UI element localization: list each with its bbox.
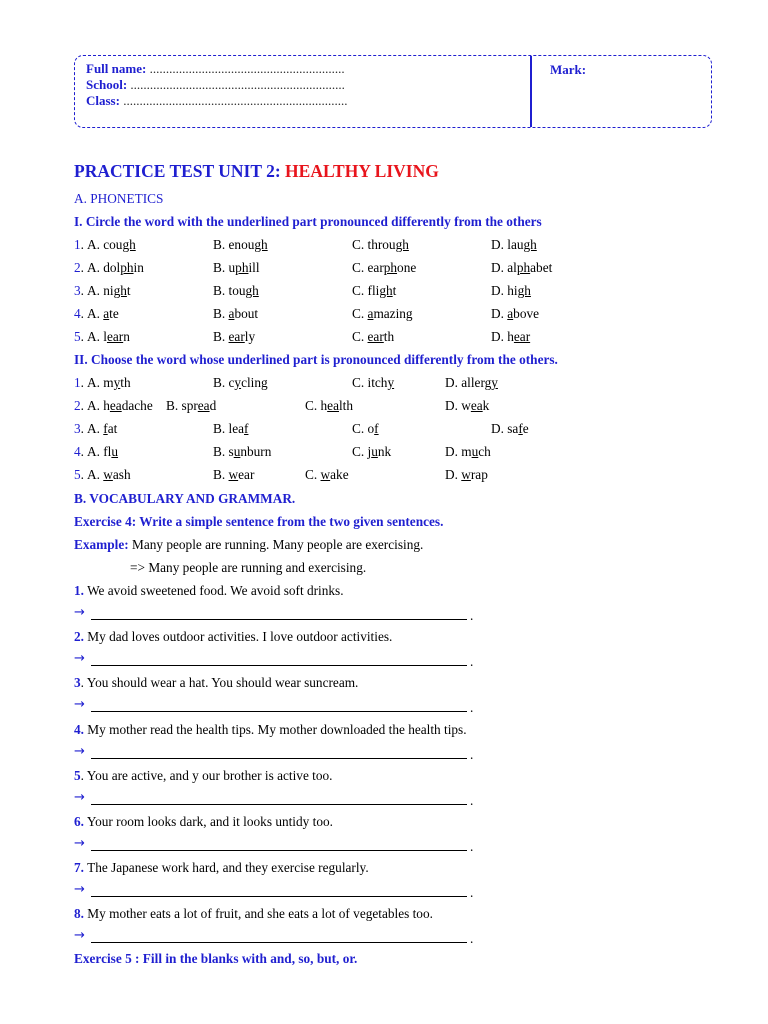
question-number: 3.: [74, 283, 84, 298]
question-row: [74, 375, 694, 393]
item-number: 3: [74, 675, 81, 691]
answer-option[interactable]: A. wash: [87, 467, 131, 482]
item-number: 8.: [74, 906, 84, 922]
school-dots: ..................................................................: [127, 77, 345, 92]
exercise-item: [74, 814, 333, 830]
answer-option[interactable]: A. ate: [87, 306, 119, 321]
underlined-part: u: [111, 444, 119, 459]
exercise-item: [74, 768, 333, 784]
question-number: 4.: [74, 306, 84, 321]
student-info-box: [74, 55, 712, 128]
answer-option[interactable]: B. sunburn: [213, 444, 272, 459]
underlined-part: ph: [235, 260, 249, 275]
underlined-part: gh: [517, 283, 531, 298]
answer-option[interactable]: A. flu: [87, 444, 119, 459]
question-number: 5.: [74, 467, 84, 482]
answer-option[interactable]: C. earphone: [352, 260, 417, 275]
underlined-part: ear: [228, 329, 245, 344]
answer-option[interactable]: B. uphill: [213, 260, 260, 275]
answer-line: [74, 929, 494, 945]
answer-blank[interactable]: [91, 758, 467, 759]
underlined-part: ear: [367, 329, 384, 344]
full-name-line: [86, 61, 345, 77]
answer-option[interactable]: B. enough: [213, 237, 268, 252]
answer-line: [74, 698, 494, 714]
answer-option[interactable]: D. wrap: [445, 467, 488, 482]
underlined-part: gh: [523, 237, 537, 252]
arrow-icon: →: [74, 651, 85, 667]
question-number: 2.: [74, 260, 84, 275]
answer-option[interactable]: B. about: [213, 306, 259, 321]
arrow-icon: →: [74, 605, 85, 620]
underlined-part: gh: [379, 283, 393, 298]
answer-option[interactable]: A. myth: [87, 375, 131, 390]
class-dots: .....................................................................: [119, 93, 348, 108]
underlined-part: u: [471, 444, 479, 459]
exercise4-heading: Exercise 4: Write a simple sentence from the two given sentences.: [74, 514, 444, 529]
question-number: 2.: [74, 398, 84, 413]
answer-option[interactable]: D. safe: [491, 421, 529, 436]
answer-option[interactable]: C. wake: [305, 467, 349, 482]
answer-option[interactable]: C. flight: [352, 283, 397, 298]
question-row: [74, 421, 694, 439]
underlined-part: y: [491, 375, 498, 390]
answer-option[interactable]: D. weak: [445, 398, 490, 413]
answer-period: .: [470, 931, 474, 947]
answer-option[interactable]: D. alphabet: [491, 260, 553, 275]
question-number: 4.: [74, 444, 84, 459]
answer-period: .: [470, 746, 474, 762]
arrow-icon: →: [74, 836, 85, 851]
answer-option[interactable]: A. headache: [87, 398, 153, 413]
answer-option[interactable]: D. laugh: [491, 237, 537, 252]
underlined-part: y: [113, 375, 121, 390]
underlined-part: a: [507, 306, 514, 321]
question-row: [74, 329, 694, 347]
answer-period: .: [470, 792, 474, 808]
underlined-part: ea: [470, 398, 483, 413]
item-text: . You are active, and y our brother is active too.: [80, 767, 333, 783]
answer-blank[interactable]: [91, 711, 467, 712]
answer-line: [74, 745, 494, 761]
answer-period: .: [470, 885, 474, 901]
answer-option[interactable]: B. cycling: [213, 375, 268, 390]
answer-blank[interactable]: [91, 619, 467, 620]
mark-label: Mark:: [550, 62, 587, 77]
question-row: [74, 398, 694, 416]
answer-option[interactable]: D. high: [491, 283, 531, 298]
item-number: 6.: [74, 814, 84, 829]
underlined-part: w: [461, 467, 471, 482]
exercise-item: [74, 860, 369, 876]
item-text: My dad loves outdoor activities. I love outdoor activities.: [83, 629, 393, 645]
underlined-part: ea: [327, 398, 339, 413]
exercise-item: [74, 906, 433, 922]
answer-option[interactable]: B. early: [213, 329, 256, 344]
question-row: [74, 237, 694, 255]
answer-line: [74, 606, 494, 622]
underlined-part: ea: [109, 398, 122, 413]
item-number: 2.: [74, 629, 84, 645]
question-number: 5.: [74, 329, 84, 344]
exercise5-heading: Exercise 5 : Fill in the blanks with and, so, but, or.: [74, 951, 358, 966]
question-number: 3.: [74, 421, 84, 436]
underlined-part: a: [228, 306, 235, 321]
underlined-part: f: [103, 421, 108, 436]
answer-option[interactable]: C. earth: [352, 329, 395, 344]
answer-line: [74, 791, 494, 807]
answer-option[interactable]: B. leaf: [213, 421, 249, 436]
answer-option[interactable]: A. night: [87, 283, 131, 298]
question-number: 1.: [74, 237, 84, 252]
page-title: [74, 161, 439, 182]
answer-line: [74, 837, 494, 853]
arrow-icon: →: [74, 789, 85, 805]
underlined-part: gh: [395, 237, 409, 252]
section-b-heading: B. VOCABULARY AND GRAMMAR.: [74, 491, 296, 506]
item-text: My mother read the health tips. My mother downloaded the health tips.: [83, 721, 467, 737]
arrow-icon: →: [74, 882, 85, 898]
underlined-part: u: [233, 444, 241, 459]
underlined-part: w: [320, 467, 331, 482]
underlined-part: f: [244, 421, 249, 436]
example-text: Many people are running. Many people are exercising.: [128, 537, 424, 552]
answer-option[interactable]: C. itchy: [352, 375, 395, 390]
answer-option[interactable]: D. hear: [491, 329, 531, 344]
header-divider: [530, 56, 532, 127]
exercise-item: [74, 629, 392, 645]
answer-option[interactable]: A. dolphin: [87, 260, 144, 275]
underlined-part: f: [518, 421, 523, 436]
underlined-part: ear: [106, 329, 124, 344]
class-label: Class:: [86, 93, 120, 108]
answer-blank[interactable]: [91, 942, 467, 943]
answer-option[interactable]: C. health: [305, 398, 354, 413]
underlined-part: gh: [113, 283, 127, 298]
answer-blank[interactable]: [91, 850, 467, 851]
underlined-part: y: [387, 375, 395, 390]
answer-option[interactable]: B. wear: [213, 467, 255, 482]
school-label: School:: [86, 77, 128, 92]
full-name-label: Full name:: [86, 61, 147, 76]
answer-blank[interactable]: [91, 896, 467, 897]
answer-blank[interactable]: [91, 665, 467, 666]
underlined-part: ph: [120, 260, 134, 275]
question-row: [74, 467, 694, 485]
item-number: 4.: [74, 721, 84, 737]
item-number: 5: [74, 767, 81, 783]
question-row: [74, 444, 694, 462]
question-number: 1.: [74, 375, 84, 390]
underlined-part: ph: [516, 260, 531, 275]
underlined-part: y: [234, 375, 242, 390]
underlined-part: w: [103, 467, 113, 482]
answer-option[interactable]: C. junk: [352, 444, 392, 459]
arrow-icon: →: [74, 697, 85, 713]
underlined-part: a: [103, 306, 110, 321]
item-text: . You should wear a hat. You should wear suncream.: [80, 675, 359, 691]
answer-option[interactable]: A. cough: [87, 237, 136, 252]
underlined-part: ea: [197, 398, 210, 413]
exercise-item: [74, 675, 358, 691]
class-line: [86, 93, 347, 109]
item-text: The Japanese work hard, and they exercise regularly.: [83, 860, 369, 876]
answer-option[interactable]: D. allergy: [445, 375, 498, 390]
example-line: [74, 537, 423, 553]
item-text: Your room looks dark, and it looks untidy too.: [83, 814, 333, 829]
answer-period: .: [470, 700, 474, 716]
answer-option[interactable]: D. much: [445, 444, 491, 459]
underlined-part: ear: [513, 329, 531, 344]
title-highlight: HEALTHY LIVING: [285, 161, 439, 181]
answer-option[interactable]: C. through: [352, 237, 409, 252]
question-row: [74, 283, 694, 301]
exercise-item: [74, 583, 344, 599]
arrow-icon: →: [74, 928, 85, 944]
underlined-part: w: [228, 467, 239, 482]
arrow-icon: →: [74, 743, 85, 759]
underlined-part: u: [371, 444, 378, 459]
question-row: [74, 260, 694, 278]
answer-option[interactable]: B. spread: [166, 398, 217, 413]
item-number: 1.: [74, 583, 84, 598]
underlined-part: a: [367, 306, 374, 321]
underlined-part: gh: [245, 283, 259, 298]
full-name-dots: ............................................................: [146, 61, 345, 76]
answer-period: .: [470, 839, 474, 854]
answer-option[interactable]: C. amazing: [352, 306, 413, 321]
answer-option[interactable]: A. fat: [87, 421, 118, 436]
answer-option[interactable]: D. above: [491, 306, 540, 321]
underlined-part: ph: [383, 260, 398, 275]
example-answer: => Many people are running and exercising.: [130, 560, 367, 575]
answer-option[interactable]: A. learn: [87, 329, 130, 344]
part2-heading: II. Choose the word whose underlined part is pronounced differently from the others.: [74, 352, 558, 367]
answer-option[interactable]: B. tough: [213, 283, 259, 298]
answer-blank[interactable]: [91, 804, 467, 805]
part1-heading: I. Circle the word with the underlined part pronounced differently from the others: [74, 214, 542, 229]
answer-period: .: [470, 608, 474, 623]
section-a-heading: A. PHONETICS: [74, 191, 164, 206]
answer-option[interactable]: C. of: [352, 421, 379, 436]
underlined-part: gh: [122, 237, 136, 252]
answer-line: [74, 652, 494, 668]
underlined-part: gh: [254, 237, 268, 252]
item-text: We avoid sweetened food. We avoid soft drinks.: [83, 583, 344, 598]
answer-line: [74, 883, 494, 899]
item-number: 7.: [74, 860, 84, 876]
item-text: My mother eats a lot of fruit, and she eats a lot of vegetables too.: [83, 906, 433, 922]
question-row: [74, 306, 694, 324]
underlined-part: f: [374, 421, 379, 436]
example-label: Example:: [74, 537, 129, 552]
title-prefix: PRACTICE TEST UNIT 2:: [74, 161, 286, 181]
exercise-item: [74, 722, 467, 738]
school-line: [86, 77, 345, 93]
answer-period: .: [470, 654, 474, 670]
